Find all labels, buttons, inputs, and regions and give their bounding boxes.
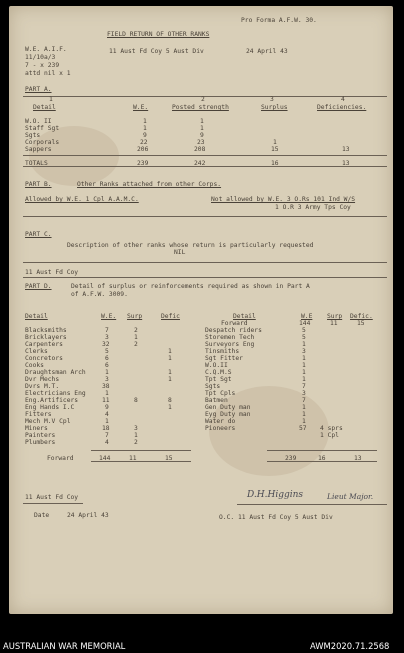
- trade-detail: Storemen Tech: [205, 334, 255, 341]
- trade-we: 7: [302, 383, 306, 390]
- trade-we: 1: [302, 341, 306, 348]
- row-deficiency: 13: [342, 146, 350, 153]
- footer-credit: AUSTRALIAN WAR MEMORIAL: [3, 641, 126, 651]
- unit-name: 11 Aust Fd Coy 5 Aust Div: [109, 48, 204, 55]
- row-we: 9: [143, 132, 147, 139]
- trade-detail: Clerks: [25, 348, 48, 355]
- row-posted: 1: [200, 125, 204, 132]
- trade-we: 1: [302, 355, 306, 362]
- trade-defic: 8: [168, 397, 172, 404]
- trade-detail: W.O.II: [205, 362, 228, 369]
- trade-we: 6: [105, 362, 109, 369]
- trade-we: 1: [105, 418, 109, 425]
- trade-we: 1: [302, 418, 306, 425]
- trade-detail: Pioneers: [205, 425, 236, 432]
- column-header: W.E.: [133, 104, 149, 111]
- document-title: FIELD RETURN OF OTHER RANKS: [107, 31, 210, 38]
- trade-we: 5: [105, 348, 109, 355]
- trade-we: 1: [302, 369, 306, 376]
- part-d-heading: PART D.: [25, 283, 52, 290]
- trade-detail: Concretors: [25, 355, 63, 362]
- row-detail: Corporals: [25, 139, 60, 146]
- trade-we: 1: [302, 362, 306, 369]
- trade-we: 1: [302, 411, 306, 418]
- trade-detail: Dvr Mechs: [25, 376, 60, 383]
- trade-defic: 1: [168, 348, 172, 355]
- col-number: 3: [270, 96, 274, 103]
- trade-detail: Tpt Sgt: [205, 376, 232, 383]
- column-header: Surp: [327, 313, 343, 320]
- row-posted: 208: [194, 146, 206, 153]
- total-surp: 16: [318, 455, 326, 462]
- trade-detail: Carpenters: [25, 341, 63, 348]
- row-surplus: 15: [271, 146, 279, 153]
- trade-detail: Mech M.V Cpl: [25, 418, 71, 425]
- trade-we: 11: [102, 397, 110, 404]
- row-posted: 23: [197, 139, 205, 146]
- trade-surp: 1: [134, 432, 138, 439]
- trade-detail: Gen Duty man: [205, 404, 251, 411]
- signature-rank: Lieut Major.: [327, 492, 374, 501]
- trade-we: 1: [105, 369, 109, 376]
- row-we: 1: [143, 125, 147, 132]
- trade-we: 4: [105, 411, 109, 418]
- we-reference: attd nil x 1: [25, 70, 71, 77]
- trade-we: 9: [105, 404, 109, 411]
- part-b-text: Other Ranks attached from other Corps.: [77, 181, 222, 188]
- date-label: Date: [34, 512, 50, 519]
- signature-unit: 11 Aust Fd Coy: [25, 494, 79, 501]
- part-a-heading: PART A.: [25, 86, 52, 93]
- we-reference: 11/10a/3: [25, 54, 56, 61]
- forward-label: Forward: [221, 320, 248, 327]
- trade-detail: Despatch riders: [205, 327, 262, 334]
- trade-detail: Draughtsman Arch: [25, 369, 86, 376]
- part-d-unit: 11 Aust Fd Coy: [25, 269, 79, 276]
- trade-detail: C.Q.M.S: [205, 369, 232, 376]
- handwritten-signature: D.H.Higgins: [247, 490, 304, 500]
- trade-we: 3: [105, 334, 109, 341]
- trade-surp: 3: [134, 425, 138, 432]
- footer-accession: AWM2020.71.2568: [310, 641, 390, 651]
- col-number: 4: [341, 96, 345, 103]
- trade-surp: 2: [134, 439, 138, 446]
- row-we: 22: [140, 139, 148, 146]
- trade-detail: Tpt Cpls: [205, 390, 236, 397]
- form-number: Pro Forma A.F.W. 30.: [241, 17, 317, 24]
- trade-detail: Blacksmiths: [25, 327, 67, 334]
- column-header: Surplus: [261, 104, 288, 111]
- trade-we: 3: [105, 376, 109, 383]
- trade-detail: Sgts: [205, 383, 221, 390]
- col-number: 1: [49, 96, 53, 103]
- row-surplus: 1: [273, 139, 277, 146]
- row-detail: W.O. II: [25, 118, 52, 125]
- column-header: Detail: [33, 104, 56, 111]
- column-header: Defic.: [350, 313, 373, 320]
- trade-we: 4: [105, 439, 109, 446]
- document-page: [9, 6, 393, 614]
- trade-detail: Eyg Duty man: [205, 411, 251, 418]
- col-number: 2: [201, 96, 205, 103]
- row-we: 206: [137, 146, 149, 153]
- trade-detail: Batmen: [205, 397, 228, 404]
- trade-we: 1: [105, 390, 109, 397]
- trade-defic: 1: [168, 355, 172, 362]
- column-header: Deficiencies.: [317, 104, 367, 111]
- row-detail: Sappers: [25, 146, 52, 153]
- we-reference: W.E. A.I.F.: [25, 46, 67, 53]
- column-header: Defic: [161, 313, 180, 320]
- trade-detail: Cooks: [25, 362, 44, 369]
- column-header: Detail: [25, 313, 48, 320]
- trade-we: 18: [102, 425, 110, 432]
- part-c-value: NIL: [174, 249, 186, 256]
- signature-date: 24 April 43: [67, 512, 109, 519]
- trade-we: 6: [105, 355, 109, 362]
- forward-surp: 11: [330, 320, 338, 327]
- trade-we: 5: [302, 334, 306, 341]
- forward-defic: 15: [357, 320, 365, 327]
- part-c-text: Description of other ranks whose return is particularly requested: [67, 242, 314, 249]
- allowed-by-we: Allowed by W.E. 1 Cpl A.A.M.C.: [25, 196, 139, 203]
- forward-we: 144: [299, 320, 311, 327]
- row-detail: Sgts: [25, 132, 41, 139]
- trade-detail: Water do: [205, 418, 236, 425]
- trade-surp: 1: [134, 334, 138, 341]
- trade-detail: Painters: [25, 432, 56, 439]
- trade-defic: 1: [168, 376, 172, 383]
- trade-detail: Eng.Artificers: [25, 397, 79, 404]
- part-d-text: Detail of surplus or reinforcements required as shown in Part A: [71, 283, 310, 290]
- part-c-heading: PART C.: [25, 231, 52, 238]
- trade-detail: Miners: [25, 425, 48, 432]
- forward-surp: 11: [129, 455, 137, 462]
- column-header: Detail: [233, 313, 256, 320]
- trade-we: 1: [302, 376, 306, 383]
- totals-posted: 242: [194, 160, 206, 167]
- trade-we: 3: [302, 348, 306, 355]
- row-posted: 9: [200, 132, 204, 139]
- trade-detail: Fitters: [25, 411, 52, 418]
- column-header: W.E.: [101, 313, 117, 320]
- column-header: Surp: [127, 313, 143, 320]
- trade-we: 38: [102, 383, 110, 390]
- forward-we: 144: [99, 455, 111, 462]
- trade-we: 7: [302, 397, 306, 404]
- trade-defic: 1: [168, 404, 172, 411]
- not-allowed-by-we: Not allowed by W.E. 3 O.Rs 101 Ind W/S: [211, 196, 356, 203]
- column-header: Posted strength: [172, 104, 229, 111]
- trade-detail: Eng Hands I.C: [25, 404, 75, 411]
- pioneers-note: 4 sprs: [320, 425, 343, 432]
- trade-surp: 2: [134, 327, 138, 334]
- pioneers-note: 1 Cpl: [320, 432, 339, 439]
- trade-we: 7: [105, 327, 109, 334]
- total-defic: 13: [354, 455, 362, 462]
- trade-detail: Surveyors Eng: [205, 341, 255, 348]
- totals-we: 239: [137, 160, 149, 167]
- trade-we: 1: [302, 404, 306, 411]
- trade-detail: Electricians Eng: [25, 390, 86, 397]
- totals-label: TOTALS: [25, 160, 48, 167]
- part-b-heading: PART B.: [25, 181, 52, 188]
- trade-surp: 8: [134, 397, 138, 404]
- trade-defic: 1: [168, 369, 172, 376]
- trade-we: 5: [302, 327, 306, 334]
- oc-line: O.C. 11 Aust Fd Coy 5 Aust Div: [219, 514, 333, 521]
- trade-detail: Dvrs M.T.: [25, 383, 60, 390]
- trade-detail: Tinsmiths: [205, 348, 240, 355]
- row-detail: Staff Sgt: [25, 125, 60, 132]
- trade-we: 57: [299, 425, 307, 432]
- part-d-text: of A.F.W. 3009.: [71, 291, 128, 298]
- total-we: 239: [285, 455, 297, 462]
- forward-defic: 15: [165, 455, 173, 462]
- trade-we: 7: [105, 432, 109, 439]
- trade-surp: 2: [134, 341, 138, 348]
- row-we: 1: [143, 118, 147, 125]
- row-posted: 1: [200, 118, 204, 125]
- column-header: W.E: [301, 313, 313, 320]
- not-allowed-by-we: 1 O.R 3 Army Tps Coy: [275, 204, 351, 211]
- totals-surplus: 16: [271, 160, 279, 167]
- we-reference: 7 - x 239: [25, 62, 60, 69]
- trade-detail: Plumbers: [25, 439, 56, 446]
- trade-detail: Bricklayers: [25, 334, 67, 341]
- return-date: 24 April 43: [246, 48, 288, 55]
- trade-we: 32: [102, 341, 110, 348]
- trade-we: 3: [302, 390, 306, 397]
- trade-detail: Sgt Fitter: [205, 355, 243, 362]
- totals-deficiency: 13: [342, 160, 350, 167]
- forward-label: Forward: [47, 455, 74, 462]
